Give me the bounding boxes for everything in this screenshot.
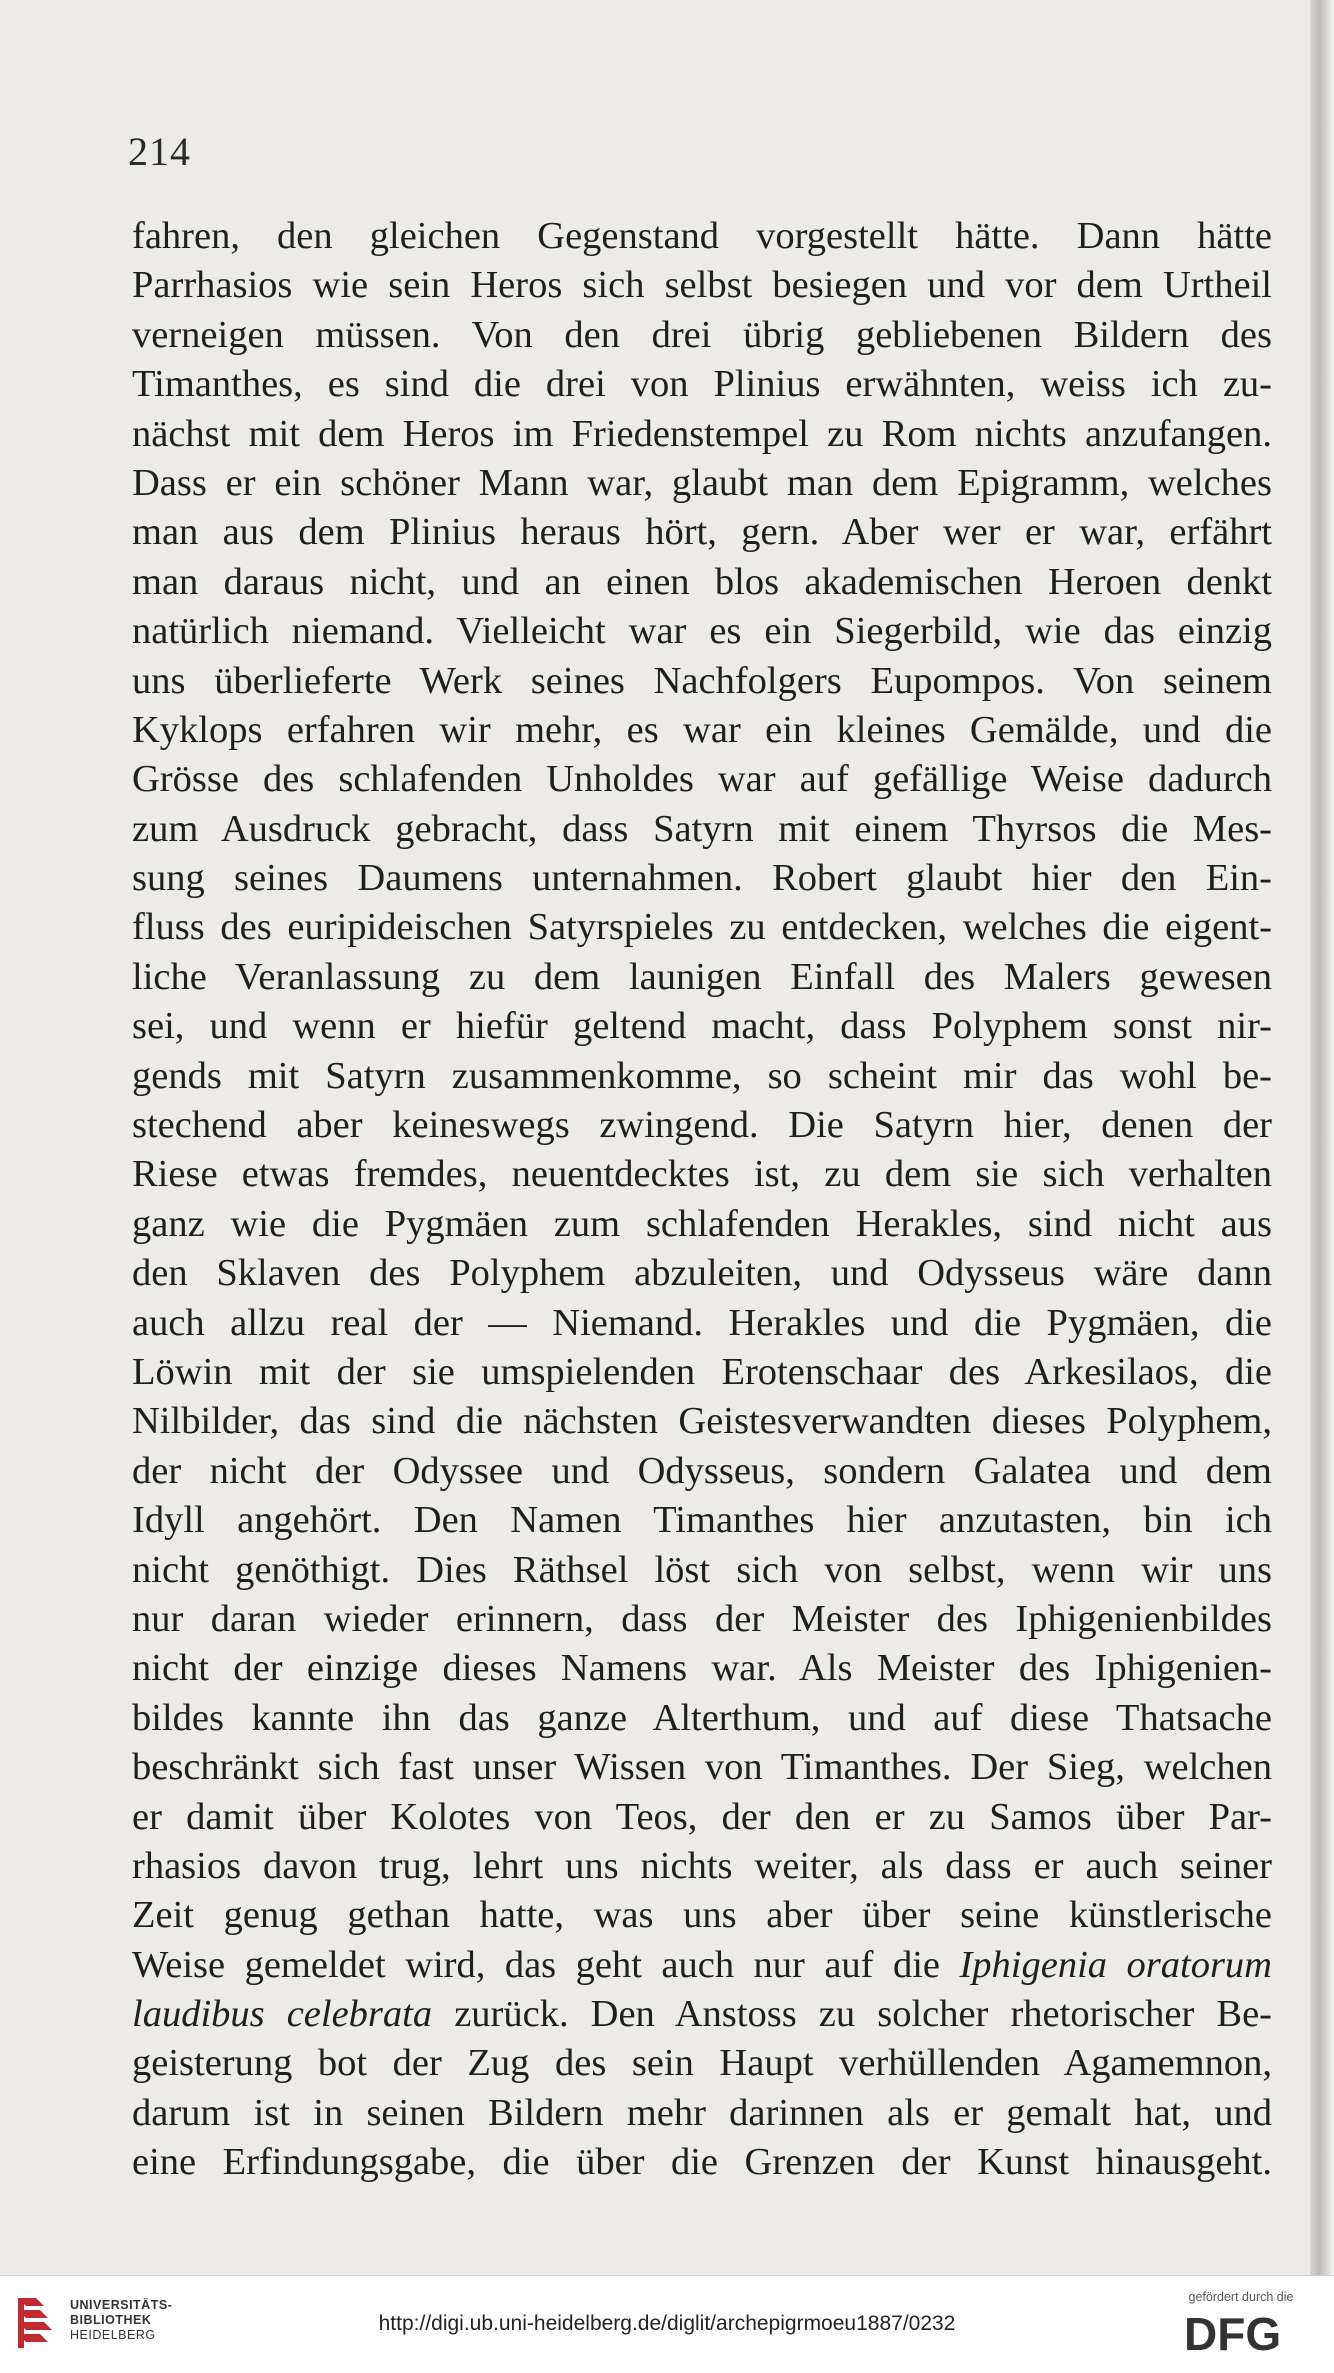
text-line-3: verneigen müssen. Von den drei übrig gebliebenen Bildern des (132, 313, 1272, 356)
text-line-35: Zeit genug gethan hatte, was uns aber über seine künstlerische (132, 1894, 1272, 1937)
sponsor-label: gefördert durch die (1188, 2290, 1294, 2304)
permalink-url[interactable]: http://digi.ub.uni-heidelberg.de/diglit/archepigrmoeu1887/0232 (378, 2312, 956, 2335)
text-line-14: sung seines Daumens unternahmen. Robert glaubt hier den Ein- (132, 857, 1272, 900)
library-name-line-3: HEIDELBERG (70, 2328, 156, 2342)
text-line-5: nächst mit dem Heros im Friedenstempel zu Rom nichts anzufangen. (132, 412, 1272, 455)
text-line-36 (132, 1941, 1272, 1990)
text-line-39: darum ist in seinen Bildern mehr darinnen als er gemalt hat, und (132, 2091, 1272, 2134)
text-line-37-italic: laudibus celebrata (132, 1993, 433, 2036)
page-edge-shadow (1310, 0, 1334, 2275)
text-line-10: uns überlieferte Werk seines Nachfolgers Eupompos. Von seinem (132, 659, 1272, 702)
text-line-26: der nicht der Odyssee und Odysseus, sondern Galatea und dem (132, 1449, 1272, 1492)
text-line-19: stechend aber keineswegs zwingend. Die Satyrn hier, denen der (132, 1104, 1272, 1147)
text-line-25: Nilbilder, das sind die nächsten Geistesverwandten dieses Polyphem, (132, 1400, 1272, 1443)
text-line-13: zum Ausdruck gebracht, dass Satyrn mit einem Thyrsos die Mes- (132, 807, 1272, 850)
viewer-footer (0, 2275, 1334, 2373)
page-number: 214 (128, 129, 191, 174)
dfg-logo-icon[interactable] (1180, 2310, 1300, 2356)
text-line-15: fluss des euripideischen Satyrspieles zu entdecken, welches die eigent- (132, 906, 1272, 949)
text-line-11: Kyklops erfahren wir mehr, es war ein kleines Gemälde, und die (132, 708, 1272, 751)
text-line-40: eine Erfindungsgabe, die über die Grenzen der Kunst hinausgeht. (132, 2141, 1272, 2184)
text-line-28: nicht genöthigt. Dies Räthsel löst sich von selbst, wenn wir uns (132, 1548, 1272, 1591)
text-line-37 (132, 1990, 1272, 2039)
text-line-6: Dass er ein schöner Mann war, glaubt man dem Epigramm, welches (132, 461, 1272, 504)
text-line-23: auch allzu real der — Niemand. Herakles und die Pygmäen, die (132, 1301, 1272, 1344)
text-line-38: geisterung bot der Zug des sein Haupt verhüllenden Agamemnon, (132, 2042, 1272, 2085)
text-line-2: Parrhasios wie sein Heros sich selbst besiegen und vor dem Urtheil (132, 264, 1272, 307)
text-line-20: Riese etwas fremdes, neuentdecktes ist, zu dem sie sich verhalten (132, 1153, 1272, 1196)
text-line-1: fahren, den gleichen Gegenstand vorgestellt hätte. Dann hätte (132, 215, 1272, 257)
text-line-36-italic: Iphigenia oratorum (959, 1943, 1272, 1986)
text-line-17: sei, und wenn er hiefür geltend macht, dass Polyphem sonst nir- (132, 1005, 1272, 1048)
text-line-9: natürlich niemand. Vielleicht war es ein Siegerbild, wie das einzig (132, 610, 1272, 653)
body-text (132, 212, 1272, 2188)
sponsor-block (1166, 2290, 1316, 2356)
text-line-12: Grösse des schlafenden Unholdes war auf gefällige Weise dadurch (132, 758, 1272, 801)
library-name-line-2: BIBLIOTHEK (70, 2313, 152, 2327)
library-name-line-1: UNIVERSITÄTS- (70, 2298, 173, 2312)
text-line-31: bildes kannte ihn das ganze Alterthum, und auf diese Thatsache (132, 1696, 1272, 1739)
text-line-33: er damit über Kolotes von Teos, der den er zu Samos über Par- (132, 1795, 1272, 1838)
text-line-8: man daraus nicht, und an einen blos akademischen Heroen denkt (132, 560, 1272, 603)
text-line-36-roman: Weise gemeldet wird, das geht auch nur auf die (132, 1943, 960, 1986)
text-line-4: Timanthes, es sind die drei von Plinius erwähnten, weiss ich zu- (132, 363, 1272, 406)
text-line-18: gends mit Satyrn zusammenkomme, so scheint mir das wohl be- (132, 1054, 1272, 1097)
text-line-16: liche Veranlassung zu dem launigen Einfall des Malers gewesen (132, 955, 1272, 998)
text-line-29: nur daran wieder erinnern, dass der Meister des Iphigenienbildes (132, 1597, 1272, 1640)
text-line-22: den Sklaven des Polyphem abzuleiten, und Odysseus wäre dann (132, 1252, 1272, 1295)
text-line-37-roman: zurück. Den Anstoss zu solcher rhetorischer Be- (432, 1993, 1272, 2036)
text-line-7: man aus dem Plinius heraus hört, gern. Aber wer er war, erfährt (132, 511, 1272, 554)
text-line-30: nicht der einzige dieses Namens war. Als Meister des Iphigenien- (132, 1647, 1272, 1690)
text-line-32: beschränkt sich fast unser Wissen von Timanthes. Der Sieg, welchen (132, 1746, 1272, 1789)
text-line-27: Idyll angehört. Den Namen Timanthes hier anzutasten, bin ich (132, 1499, 1272, 1542)
dfg-logo-text: DFG (1184, 2310, 1282, 2356)
text-line-24: Löwin mit der sie umspielenden Erotenschaar des Arkesilaos, die (132, 1350, 1272, 1393)
text-line-21: ganz wie die Pygmäen zum schlafenden Herakles, sind nicht aus (132, 1202, 1272, 1245)
text-line-34: rhasios davon trug, lehrt uns nichts weiter, als dass er auch seiner (132, 1844, 1272, 1887)
